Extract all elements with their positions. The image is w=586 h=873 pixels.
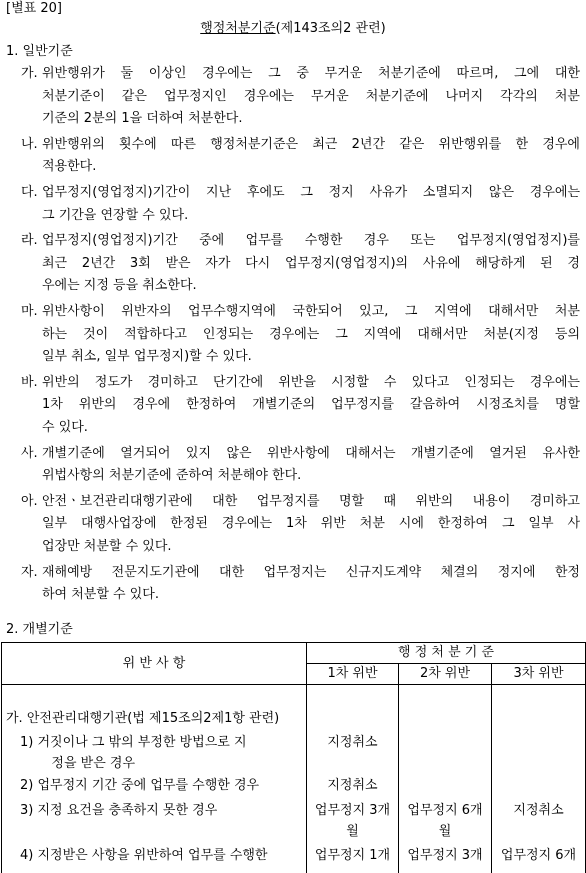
annex-label: [별표 20]	[6, 1, 62, 16]
general-item-line: 개별기준에 열거되어 있지 않은 위반사항에 대해서는 개별기준에 열거된 유사한	[42, 445, 580, 461]
general-item-line: 위반사항이 위반자의 업무수행지역에 국한되어 있고, 그 지역에 대해서만 처분	[42, 304, 580, 319]
table-body-row	[2, 685, 586, 873]
general-item-marker: 아.	[21, 493, 38, 509]
general-item-line: 일부 대행사업장에 한정된 경우에는 1차 위반 처분 시에 한정하여 그 일부 사	[42, 516, 580, 532]
general-item-marker: 다.	[21, 185, 38, 200]
header-penalty-group	[307, 643, 586, 664]
first-violation-column	[307, 685, 399, 873]
third-violation-column	[492, 685, 586, 873]
document-title-reference: (제143조의2 관련)	[275, 21, 386, 36]
general-item-marker: 마.	[21, 304, 38, 319]
header-third-violation: 3차 위반	[492, 664, 586, 685]
violation-item-line: 3) 지정 요건을 충족하지 못한 경우	[20, 803, 218, 818]
general-item-line: 위반행위가 둘 이상인 경우에는 그 중 무거운 처분기준에 따르며, 그에 대한	[42, 66, 580, 81]
third-violation-penalty: 업무정지 6개	[500, 848, 577, 863]
individual-heading: 2. 개별기준	[6, 622, 73, 637]
first-violation-penalty: 지정취소	[327, 735, 378, 750]
violation-column	[2, 685, 307, 873]
general-item-line: 업무정지(영업정지)기간이 지난 후에도 그 정지 사유가 소멸되지 않은 경우에는	[42, 185, 580, 200]
general-item-line: 1차 위반의 경우에 한정하여 개별기준의 업무정지를 갈음하여 시정조치를 명할	[42, 397, 580, 413]
general-item-line: 수 있다.	[42, 420, 88, 435]
general-item-marker: 가.	[21, 66, 38, 81]
header-violation-text: 위 반 사 항	[122, 655, 186, 671]
second-violation-penalty: 월	[438, 824, 452, 839]
document-title	[0, 21, 586, 37]
general-item-line: 위반행위의 횟수에 따른 행정처분기준은 최근 2년간 같은 위반행위를 한 경우에	[42, 136, 580, 152]
second-violation-column	[399, 685, 492, 873]
first-violation-penalty: 지정취소	[327, 778, 378, 793]
second-violation-penalty: 업무정지 6개	[407, 803, 483, 818]
first-violation-penalty: 업무정지 1개	[314, 848, 391, 863]
header-second-violation: 2차 위반	[399, 664, 492, 685]
general-item-line: 안전ㆍ보건관리대행기관에 대한 업무정지를 명할 때 위반의 내용이 경미하고	[42, 493, 580, 509]
general-item-line: 일부 취소, 일부 업무정지)할 수 있다.	[42, 349, 252, 365]
general-item-line: 기준의 2분의 1을 더하여 처분한다.	[42, 111, 243, 127]
general-heading: 1. 일반기준	[6, 44, 73, 59]
general-item-marker: 자.	[21, 564, 38, 580]
general-item-line: 위반의 정도가 경미하고 단기간에 위반을 시정할 수 있다고 인정되는 경우에는	[42, 374, 580, 390]
header-first-violation: 1차 위반	[307, 664, 399, 685]
general-item-line: 하여 처분할 수 있다.	[42, 587, 159, 603]
general-item-line: 업장만 처분할 수 있다.	[42, 539, 172, 554]
general-item-line: 우에는 지정 등을 취소한다.	[42, 278, 197, 294]
general-item-line: 위법사항의 처분기준에 준하여 처분해야 한다.	[42, 468, 302, 484]
general-item-line: 처분기준이 같은 업무정지인 경우에는 무거운 처분기준에 나머지 각각의 처분	[42, 88, 580, 104]
general-item-marker: 나.	[21, 136, 38, 152]
first-violation-penalty: 업무정지 3개	[314, 803, 391, 818]
violation-item-line: 2) 업무정지 기간 중에 업무를 수행한 경우	[20, 778, 260, 793]
penalty-standards-table	[1, 642, 586, 873]
general-item-line: 업무정지(영업정지)기간 중에 업무를 수행한 경우 또는 업무정지(영업정지)를	[42, 233, 580, 249]
violation-item-line: 정을 받은 경우	[39, 756, 136, 771]
general-item-marker: 라.	[21, 233, 38, 249]
violation-item-line: 1) 거짓이나 그 밖의 부정한 방법으로 지	[20, 735, 247, 750]
header-violation	[2, 643, 307, 685]
general-item-line: 최근 2년간 3회 받은 자가 다시 업무정지(영업정지)의 사유에 해당하게 된 경	[42, 255, 580, 271]
document-title-main: 행정처분기준	[200, 21, 276, 36]
section-heading: 가. 안전관리대행기관(법 제15조의2제1항 관련)	[6, 711, 280, 726]
header-penalty-group-text: 행 정 처 분 기 준	[398, 645, 495, 660]
general-item-marker: 사.	[21, 445, 38, 461]
second-violation-penalty: 업무정지 3개	[407, 848, 483, 863]
first-violation-penalty: 월	[346, 824, 359, 839]
third-violation-penalty: 지정취소	[513, 803, 564, 818]
general-item-line: 적용한다.	[42, 159, 97, 175]
violation-item-line: 4) 지정받은 사항을 위반하여 업무를 수행한	[20, 848, 268, 863]
general-item-line: 그 기간을 연장할 수 있다.	[42, 207, 189, 223]
general-item-line: 하는 것이 적합하다고 인정되는 경우에는 그 지역에 대해서만 처분(지정 등의	[42, 326, 580, 342]
general-item-marker: 바.	[21, 374, 38, 390]
general-item-line: 재해예방 전문지도기관에 대한 업무정지는 신규지도계약 체결의 정지에 한정	[42, 564, 580, 580]
